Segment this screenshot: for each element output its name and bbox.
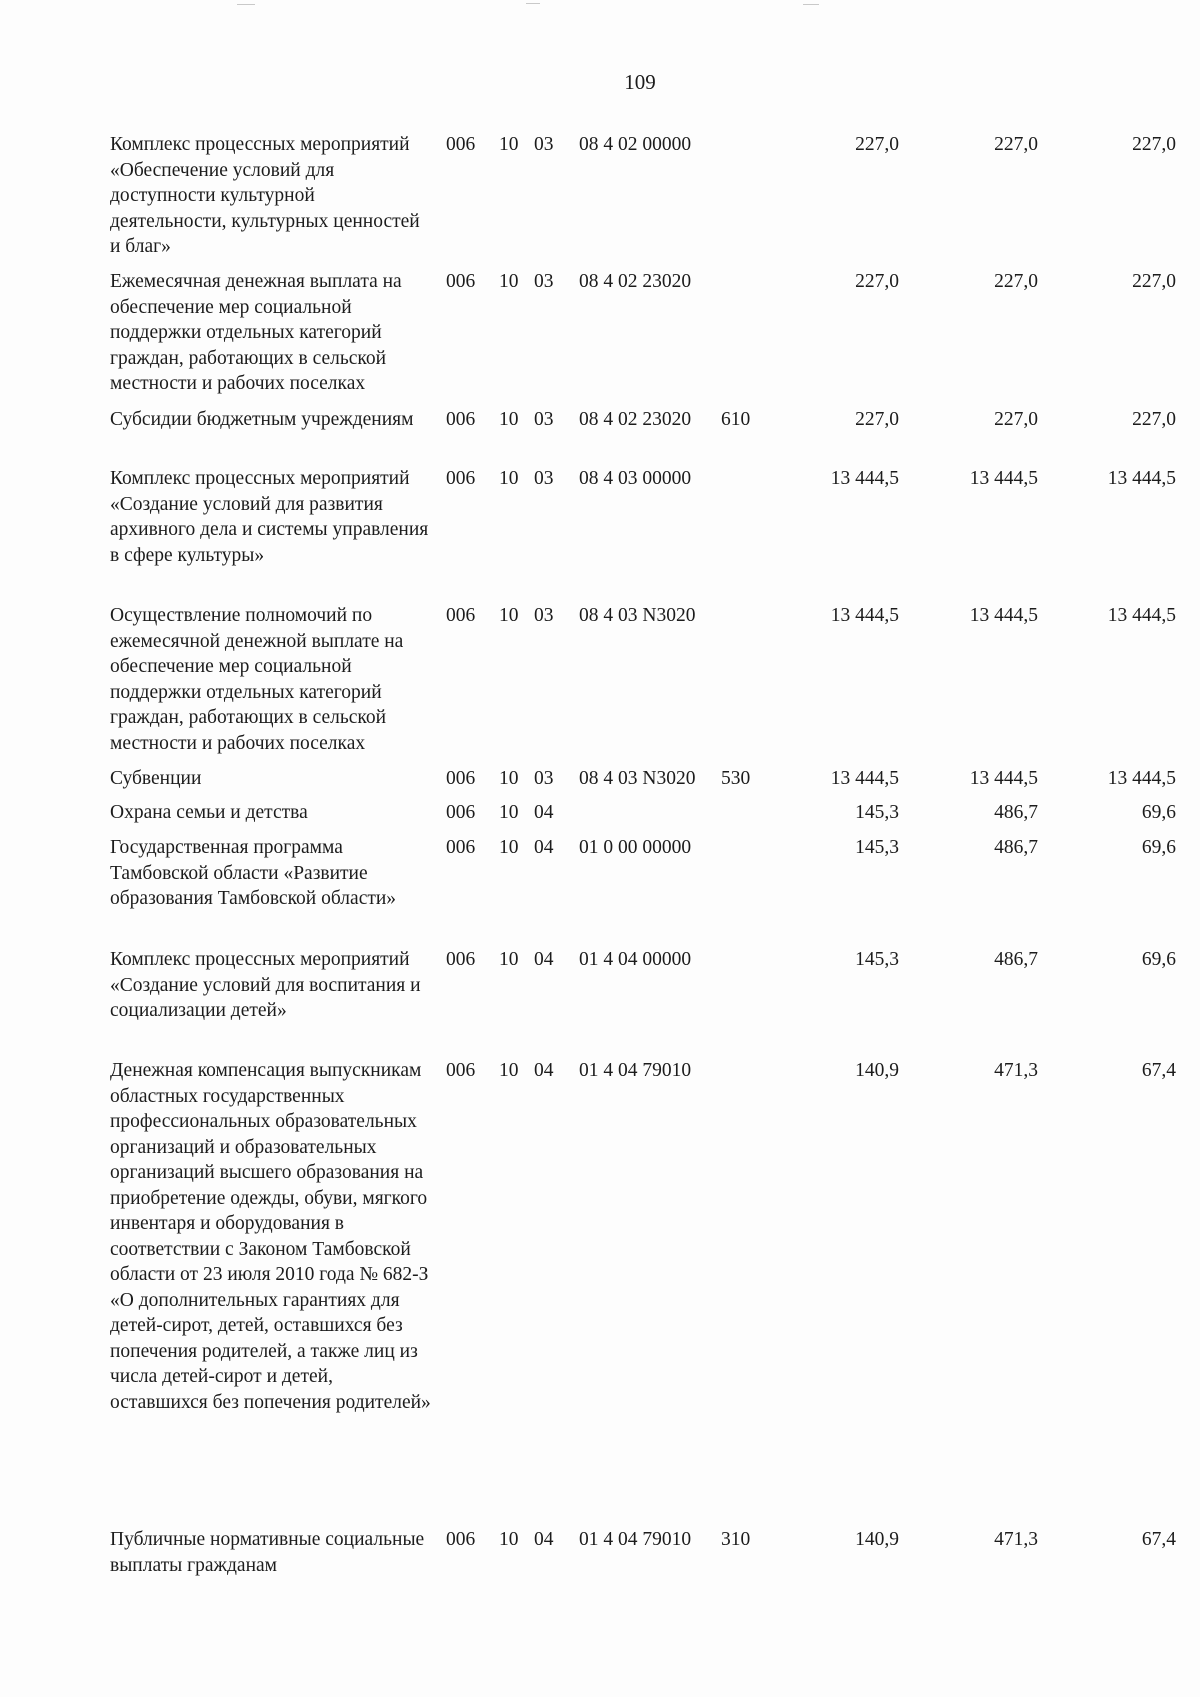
amount-year-2: 227,0 [994,409,1038,430]
ministry-code: 006 [446,468,476,489]
amount-year-1: 13 444,5 [830,605,899,626]
section-code: 10 [499,468,519,489]
scan-mark [803,4,819,5]
amount-year-3: 227,0 [1132,271,1176,292]
amount-year-2: 13 444,5 [969,605,1038,626]
ministry-code: 006 [446,605,476,626]
amount-year-3: 69,6 [1141,837,1176,858]
amount-year-3: 69,6 [1141,802,1176,823]
amount-year-3: 227,0 [1132,134,1176,155]
amount-year-3: 67,4 [1141,1060,1176,1081]
subsection-code: 04 [534,837,554,858]
amount-year-1: 227,0 [855,134,899,155]
target-article-code: 08 4 03 N3020 [579,605,696,626]
amount-year-1: 13 444,5 [830,468,899,489]
amount-year-2: 227,0 [994,134,1038,155]
amount-year-3: 227,0 [1132,409,1176,430]
ministry-code: 006 [446,768,476,789]
amount-year-1: 227,0 [855,409,899,430]
amount-year-1: 145,3 [855,837,899,858]
target-article-code: 01 4 04 00000 [579,949,692,970]
ministry-code: 006 [446,949,476,970]
target-article-code: 08 4 02 23020 [579,271,692,292]
expense-type-code: 610 [721,409,751,430]
section-code: 10 [499,768,519,789]
subsection-code: 03 [534,409,554,430]
row-name: Ежемесячная денежная выплата на обеспечение мер социальной поддержки отдельных категорий граждан, работающих в сельской местности и рабочих поселках [110,271,402,394]
amount-year-3: 13 444,5 [1107,768,1176,789]
target-article-code: 01 4 04 79010 [579,1060,692,1081]
target-article-code: 01 4 04 79010 [579,1529,692,1550]
amount-year-2: 486,7 [994,802,1038,823]
amount-year-1: 13 444,5 [830,768,899,789]
ministry-code: 006 [446,409,476,430]
subsection-code: 04 [534,802,554,823]
row-name: Публичные нормативные социальные выплаты гражданам [110,1529,425,1576]
row-name: Комплекс процессных мероприятий «Обеспечение условий для доступности культурной деятельности, культурных ценностей и благ» [110,134,420,257]
target-article-code: 08 4 03 00000 [579,468,692,489]
expense-type-code: 310 [721,1529,751,1550]
section-code: 10 [499,1529,519,1550]
row-name: Охрана семьи и детства [110,802,308,823]
section-code: 10 [499,134,519,155]
amount-year-3: 13 444,5 [1107,605,1176,626]
subsection-code: 03 [534,468,554,489]
amount-year-3: 69,6 [1141,949,1176,970]
section-code: 10 [499,837,519,858]
subsection-code: 04 [534,1060,554,1081]
section-code: 10 [499,409,519,430]
section-code: 10 [499,271,519,292]
row-name: Осуществление полномочий по ежемесячной денежной выплате на обеспечение мер социальной поддержки отдельных категорий граждан, работающих в сельской местности и рабочих поселках [110,605,404,754]
amount-year-1: 140,9 [855,1529,899,1550]
scan-mark [237,4,255,5]
amount-year-3: 13 444,5 [1107,468,1176,489]
amount-year-2: 486,7 [994,949,1038,970]
subsection-code: 03 [534,768,554,789]
subsection-code: 04 [534,1529,554,1550]
subsection-code: 03 [534,271,554,292]
section-code: 10 [499,802,519,823]
row-name: Субсидии бюджетным учреждениям [110,409,414,430]
scan-mark [526,3,540,4]
row-name: Денежная компенсация выпускникам областных государственных профессиональных образовательных организаций и образовательных организаций высшего образования на приобретение одежды, обуви, мягкого инвентаря и оборудования в соответствии с Законом Тамбовской области от 23 июля 2010 года № 682-З «О дополнительных гарантиях для детей-сирот, детей, оставшихся без попечения родителей, а также лиц из числа детей-сирот и детей, оставшихся без попечения родителей» [110,1060,431,1413]
amount-year-2: 13 444,5 [969,768,1038,789]
ministry-code: 006 [446,1529,476,1550]
subsection-code: 03 [534,605,554,626]
amount-year-1: 227,0 [855,271,899,292]
target-article-code: 08 4 02 00000 [579,134,692,155]
section-code: 10 [499,605,519,626]
ministry-code: 006 [446,271,476,292]
amount-year-2: 471,3 [994,1060,1038,1081]
row-name: Комплекс процессных мероприятий «Создание условий для воспитания и социализации детей» [110,949,421,1021]
target-article-code: 08 4 02 23020 [579,409,692,430]
row-name: Комплекс процессных мероприятий «Создание условий для развития архивного дела и системы управления в сфере культуры» [110,468,429,566]
amount-year-1: 145,3 [855,802,899,823]
amount-year-2: 13 444,5 [969,468,1038,489]
row-name: Государственная программа Тамбовской области «Развитие образования Тамбовской области» [110,837,397,909]
section-code: 10 [499,949,519,970]
target-article-code: 01 0 00 00000 [579,837,692,858]
amount-year-2: 227,0 [994,271,1038,292]
amount-year-1: 145,3 [855,949,899,970]
ministry-code: 006 [446,837,476,858]
amount-year-2: 471,3 [994,1529,1038,1550]
ministry-code: 006 [446,1060,476,1081]
ministry-code: 006 [446,134,476,155]
subsection-code: 04 [534,949,554,970]
expense-type-code: 530 [721,768,751,789]
page-number: 109 [624,70,656,94]
row-name: Субвенции [110,768,202,789]
amount-year-3: 67,4 [1141,1529,1176,1550]
amount-year-2: 486,7 [994,837,1038,858]
subsection-code: 03 [534,134,554,155]
ministry-code: 006 [446,802,476,823]
target-article-code: 08 4 03 N3020 [579,768,696,789]
section-code: 10 [499,1060,519,1081]
amount-year-1: 140,9 [855,1060,899,1081]
